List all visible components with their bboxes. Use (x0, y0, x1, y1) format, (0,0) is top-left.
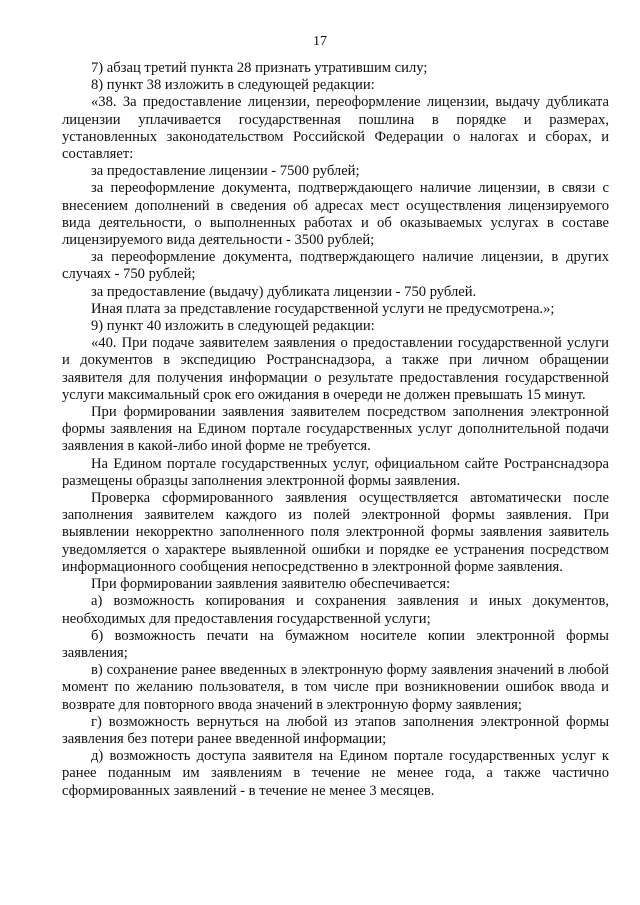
page-number: 17 (313, 34, 327, 49)
provisions-intro: При формировании заявления заявителю обеспечивается: (91, 576, 451, 593)
document-body (62, 60, 609, 800)
verification-paragraph: Проверка сформированного заявления осуществляется автоматически после заполнения заявителем каждого из полей электронной формы заявления. При выявлении некорректно заполненного поля электронной формы заявления заявитель уведомляется о характере выявленной ошибки и порядке ее устранения посредством информационного сообщения непосредственно в электронной форме заявления. (62, 490, 609, 575)
paragraph-8-clause: 8) пункт 38 изложить в следующей редакции: (91, 77, 375, 94)
paragraph-40-text: «40. При подаче заявителем заявления о предоставлении государственной услуги и документов в экспедицию Ространснадзора, а также при личном обращении заявителя для получения информации о результате предоставления государственной услуги максимальный срок его ожидания в очереди не должен превышать 15 минут. (62, 335, 609, 403)
fee-reissue-other: за переоформление документа, подтверждающего наличие лицензии, в других случаях - 750 рублей; (62, 249, 609, 283)
list-item-g: г) возможность вернуться на любой из этапов заполнения электронной формы заявления без потери ранее введенной информации; (62, 713, 609, 747)
list-item-d: д) возможность доступа заявителя на Едином портале государственных услуг к ранее поданным им заявлениям в течение не менее года, а также частично сформированных заявлений - в течение не менее 3 месяцев. (62, 748, 609, 799)
electronic-form-paragraph: При формировании заявления заявителем посредством заполнения электронной формы заявления на Едином портале государственных услуг дополнительной подачи заявления в какой-либо иной форме не требуется. (62, 404, 609, 455)
list-item-a: а) возможность копирования и сохранения заявления и иных документов, необходимых для предоставления государственной услуги; (62, 593, 609, 627)
paragraph-38-text: «38. За предоставление лицензии, переоформление лицензии, выдачу дубликата лицензии уплачивается государственная пошлина в порядке и размерах, установленных законодательством Российской Федерации о налогах и сборах, и составляет: (62, 94, 609, 163)
paragraph-7-clause: 7) абзац третий пункта 28 признать утратившим силу; (91, 60, 428, 76)
portal-samples-paragraph: На Едином портале государственных услуг, официальном сайте Ространснадзора размещены образцы заполнения электронной формы заявления. (62, 455, 609, 489)
fee-duplicate: за предоставление (выдачу) дубликата лицензии - 750 рублей. (91, 283, 477, 300)
paragraph-9-clause: 9) пункт 40 изложить в следующей редакции: (91, 318, 375, 335)
list-item-b: б) возможность печати на бумажном носителе копии электронной формы заявления; (62, 627, 609, 661)
no-other-fee: Иная плата за представление государственной услуги не предусмотрена.»; (91, 300, 555, 317)
fee-reissue-additions: за переоформление документа, подтверждающего наличие лицензии, в связи с внесением дополнений в сведения об адресах мест осуществления лицензируемого вида деятельности, о выполненных работах и об оказываемых услугах в составе лицензируемого вида деятельности - 3500 рублей; (62, 180, 609, 249)
list-item-v: в) сохранение ранее введенных в электронную форму заявления значений в любой момент по желанию пользователя, в том числе при возникновении ошибок ввода и возврате для повторного ввода значений в электронную форму заявления; (62, 662, 609, 713)
fee-license: за предоставление лицензии - 7500 рублей; (91, 163, 360, 180)
